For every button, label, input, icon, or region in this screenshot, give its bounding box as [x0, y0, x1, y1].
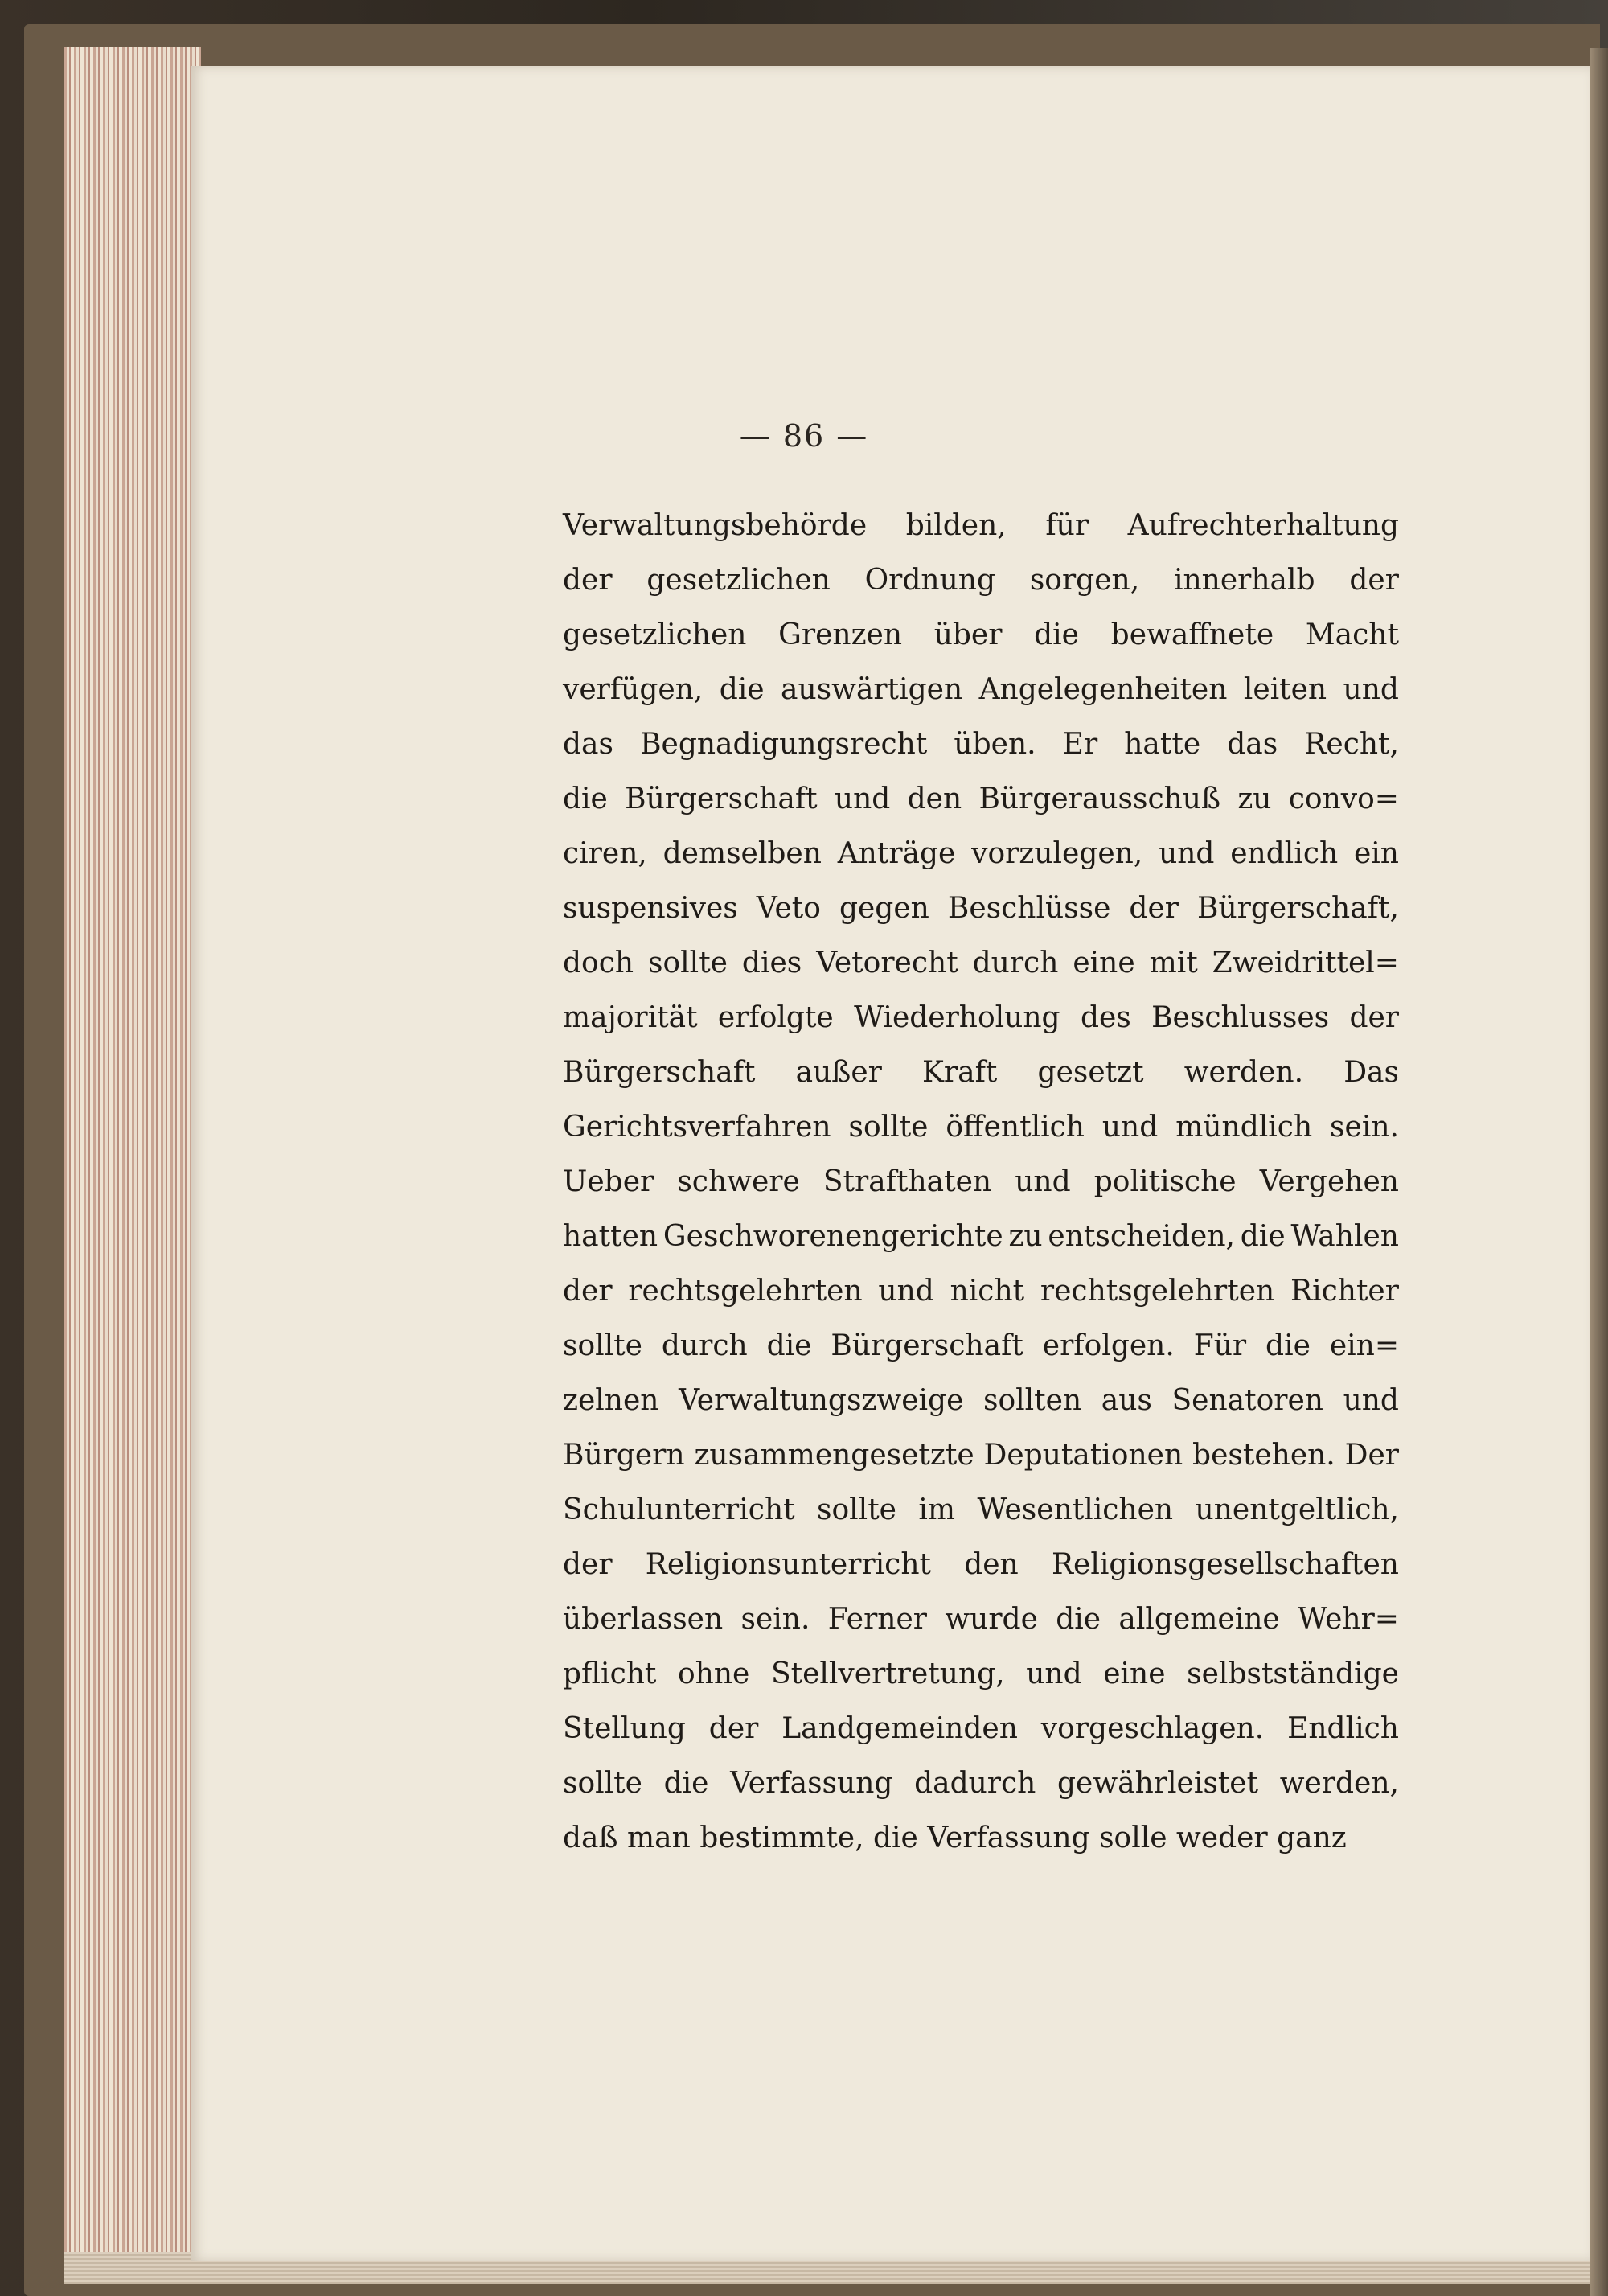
word: verfügen, — [563, 673, 704, 706]
word: die — [766, 1329, 812, 1362]
word: und — [1343, 673, 1399, 706]
word: sein. — [740, 1603, 810, 1636]
text-line — [563, 1155, 1399, 1210]
word: vorgeschlagen. — [1040, 1712, 1265, 1745]
word: für — [1045, 509, 1089, 542]
word: erfolgte — [717, 1001, 834, 1034]
word: ein — [1353, 837, 1399, 870]
word: Gerichtsverfahren — [563, 1111, 831, 1144]
word: außer — [795, 1056, 882, 1089]
word: durch — [972, 947, 1059, 980]
word: ein= — [1329, 1329, 1399, 1362]
word: das — [1227, 728, 1278, 761]
word: im — [918, 1493, 956, 1526]
text-line — [563, 553, 1399, 608]
text-line — [563, 772, 1399, 827]
word: allgemeine — [1118, 1603, 1280, 1636]
word: die — [1056, 1603, 1101, 1636]
word: Senatoren — [1171, 1384, 1323, 1417]
word: durch — [661, 1329, 748, 1362]
word: mündlich — [1175, 1111, 1313, 1144]
word: die — [663, 1767, 709, 1800]
word: auswärtigen — [781, 673, 963, 706]
word: Macht — [1305, 618, 1399, 651]
word: Religionsgesellschaften — [1051, 1548, 1399, 1581]
word: Zweidrittel= — [1212, 947, 1399, 980]
word: Wiederholung — [854, 1001, 1060, 1034]
word: zu — [1008, 1220, 1043, 1253]
word: Bürgerausschuß — [978, 782, 1221, 815]
word: entscheiden, — [1048, 1220, 1235, 1253]
word: üben. — [954, 728, 1036, 761]
text-line — [563, 1428, 1399, 1483]
word: leiten — [1243, 673, 1327, 706]
word: Begnadigungsrecht — [640, 728, 928, 761]
text-line — [563, 991, 1399, 1045]
word: unentgeltlich, — [1195, 1493, 1399, 1526]
text-line — [563, 663, 1399, 717]
word: majorität — [563, 1001, 698, 1034]
word: überlassen — [563, 1603, 724, 1636]
word: Bürgerschaft, — [1197, 892, 1399, 925]
word: die — [1034, 618, 1079, 651]
word: Religionsunterricht — [645, 1548, 931, 1581]
word: Schulunterricht — [563, 1493, 795, 1526]
word: sorgen, — [1029, 564, 1140, 597]
word: und — [1026, 1657, 1082, 1690]
word: der — [1129, 892, 1179, 925]
word: Verwaltungszweige — [679, 1384, 964, 1417]
word: dies — [741, 947, 802, 980]
word: rechtsgelehrten — [1040, 1275, 1275, 1308]
word: Wesentlichen — [977, 1493, 1174, 1526]
word: und — [1101, 1111, 1159, 1144]
word: öffentlich — [946, 1111, 1085, 1144]
word: der — [1349, 564, 1399, 597]
word: endlich — [1230, 837, 1339, 870]
text-line — [563, 1702, 1399, 1756]
word: demselben — [662, 837, 822, 870]
word: gesetzlichen — [646, 564, 831, 597]
word: Bürgerschaft — [831, 1329, 1023, 1362]
word: werden. — [1183, 1056, 1304, 1089]
word: ciren, — [563, 837, 647, 870]
word: Stellvertretung, — [770, 1657, 1005, 1690]
word: mit — [1149, 947, 1198, 980]
word: das — [563, 728, 613, 761]
text-line — [563, 1756, 1399, 1811]
page-stack-edges — [64, 47, 201, 2282]
word: hatten — [563, 1220, 658, 1253]
text-line — [563, 1319, 1399, 1374]
word: nicht — [950, 1275, 1025, 1308]
word: sollte — [848, 1111, 929, 1144]
word: Für — [1193, 1329, 1247, 1362]
word: Das — [1343, 1056, 1399, 1089]
word: hatte — [1124, 728, 1201, 761]
word: Vergehen — [1259, 1165, 1399, 1198]
word: der — [708, 1712, 759, 1745]
word: gegen — [839, 892, 929, 925]
word: sollte — [563, 1767, 642, 1800]
text-line — [563, 1592, 1399, 1647]
word: Deputationen — [983, 1439, 1183, 1472]
page-number: — 86 — — [739, 418, 869, 454]
text-line — [563, 1210, 1399, 1264]
word: Ueber — [563, 1165, 654, 1198]
word: zu — [1237, 782, 1272, 815]
word: werden, — [1279, 1767, 1399, 1800]
word: Angelegenheiten — [978, 673, 1228, 706]
word: Wehr= — [1298, 1603, 1399, 1636]
word: Geschworenengerichte — [662, 1220, 1003, 1253]
word: zusammengesetzte — [694, 1439, 974, 1472]
word: doch — [563, 947, 634, 980]
word: Wahlen — [1290, 1220, 1399, 1253]
word: aus — [1101, 1384, 1152, 1417]
word: sollte — [563, 1329, 642, 1362]
word: sollte — [648, 947, 728, 980]
word: erfolgen. — [1042, 1329, 1175, 1362]
word: Veto — [756, 892, 821, 925]
text-line — [563, 1045, 1399, 1100]
word: Bürgerschaft — [563, 1056, 756, 1089]
word: und — [878, 1275, 934, 1308]
word: der — [563, 1275, 613, 1308]
word: die — [1240, 1220, 1286, 1253]
word: und — [834, 782, 891, 815]
word: Bürgern — [563, 1439, 685, 1472]
word: sein. — [1330, 1111, 1399, 1144]
word: und — [1015, 1165, 1071, 1198]
word: dadurch — [914, 1767, 1036, 1800]
word: Stellung — [563, 1712, 686, 1745]
word: die — [1265, 1329, 1311, 1362]
word: convo= — [1288, 782, 1399, 815]
word: Endlich — [1287, 1712, 1399, 1745]
word: der — [1349, 1001, 1399, 1034]
word: Richter — [1290, 1275, 1399, 1308]
word: gesetzt — [1037, 1056, 1144, 1089]
text-line — [563, 1374, 1399, 1428]
body-text — [563, 499, 1399, 1866]
text-line — [563, 1538, 1399, 1592]
word: Strafthaten — [822, 1165, 992, 1198]
word: rechtsgelehrten — [628, 1275, 863, 1308]
word: den — [964, 1548, 1019, 1581]
word: Anträge — [837, 837, 956, 870]
word: Vetorecht — [816, 947, 958, 980]
word: der — [563, 564, 613, 597]
word: Er — [1062, 728, 1098, 761]
word: die — [563, 782, 608, 815]
text-line: daß man bestimmte, die Verfassung solle weder ganz — [563, 1822, 1347, 1854]
word: innerhalb — [1173, 564, 1315, 597]
word: Bürgerschaft — [625, 782, 818, 815]
word: über — [933, 618, 1003, 651]
text-line — [563, 827, 1399, 881]
text-line — [563, 1100, 1399, 1155]
word: sollten — [983, 1384, 1082, 1417]
word: Beschlusses — [1151, 1001, 1330, 1034]
word: zelnen — [563, 1384, 659, 1417]
text-line — [563, 1264, 1399, 1319]
word: die — [719, 673, 765, 706]
word: pflicht — [563, 1657, 657, 1690]
word: Grenzen — [778, 618, 903, 651]
word: den — [907, 782, 962, 815]
word: suspensives — [563, 892, 738, 925]
word: eine — [1103, 1657, 1166, 1690]
word: Beschlüsse — [947, 892, 1111, 925]
word: des — [1080, 1001, 1131, 1034]
text-line — [563, 881, 1399, 936]
word: der — [563, 1548, 613, 1581]
text-line — [563, 499, 1399, 553]
word: Landgemeinden — [781, 1712, 1018, 1745]
word: schwere — [677, 1165, 800, 1198]
word: Verwaltungsbehörde — [563, 509, 868, 542]
word: wurde — [945, 1603, 1038, 1636]
book-right-edge — [1590, 48, 1608, 2296]
text-line — [563, 936, 1399, 991]
word: sollte — [817, 1493, 896, 1526]
word: Aufrechterhaltung — [1127, 509, 1399, 542]
word: gewährleistet — [1056, 1767, 1259, 1800]
word: Verfassung — [730, 1767, 893, 1800]
word: selbstständige — [1187, 1657, 1399, 1690]
text-line — [563, 1483, 1399, 1538]
word: ohne — [678, 1657, 750, 1690]
word: Der — [1344, 1439, 1399, 1472]
text-line — [563, 1647, 1399, 1702]
text-line — [563, 608, 1399, 663]
word: vorzulegen, — [971, 837, 1143, 870]
text-line — [563, 717, 1399, 772]
word: Recht, — [1304, 728, 1399, 761]
word: eine — [1073, 947, 1135, 980]
word: Ordnung — [864, 564, 995, 597]
word: bewaffnete — [1110, 618, 1274, 651]
word: Ferner — [827, 1603, 927, 1636]
word: gesetzlichen — [563, 618, 747, 651]
word: politische — [1093, 1165, 1237, 1198]
word: bilden, — [905, 509, 1007, 542]
word: bestehen. — [1192, 1439, 1335, 1472]
word: und — [1343, 1384, 1399, 1417]
word: Kraft — [922, 1056, 998, 1089]
word: und — [1159, 837, 1215, 870]
